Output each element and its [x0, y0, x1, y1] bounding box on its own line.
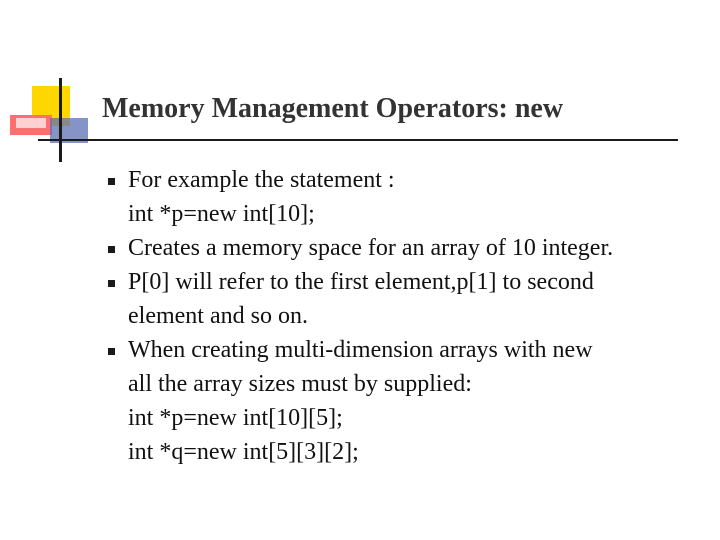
bullet-line-continued: all the array sizes must by supplied: — [128, 371, 472, 397]
code-line: int *p=new int[10]; — [128, 201, 315, 227]
light-red-square-decoration — [16, 118, 46, 128]
code-line: int *q=new int[5][3][2]; — [128, 439, 359, 465]
bullet-list — [108, 163, 708, 469]
square-bullet-icon — [108, 246, 115, 253]
vertical-rule — [59, 78, 62, 162]
title-underline-rule — [38, 139, 678, 141]
code-line: int *p=new int[10][5]; — [128, 405, 343, 431]
bullet-line-continued: element and so on. — [128, 303, 308, 329]
bullet-line: For example the statement : — [128, 167, 395, 193]
slide-title: Memory Management Operators: new — [102, 93, 564, 124]
bullet-line: Creates a memory space for an array of 10 integer. — [128, 235, 614, 261]
bullet-line: When creating multi-dimension arrays with new — [128, 337, 593, 363]
bullet-item — [108, 333, 708, 469]
square-bullet-icon — [108, 280, 115, 287]
bullet-line: P[0] will refer to the first element,p[1] to second — [128, 269, 594, 295]
square-bullet-icon — [108, 178, 115, 185]
bullet-item — [108, 163, 708, 231]
bullet-item — [108, 231, 708, 265]
square-bullet-icon — [108, 348, 115, 355]
bullet-item — [108, 265, 708, 333]
